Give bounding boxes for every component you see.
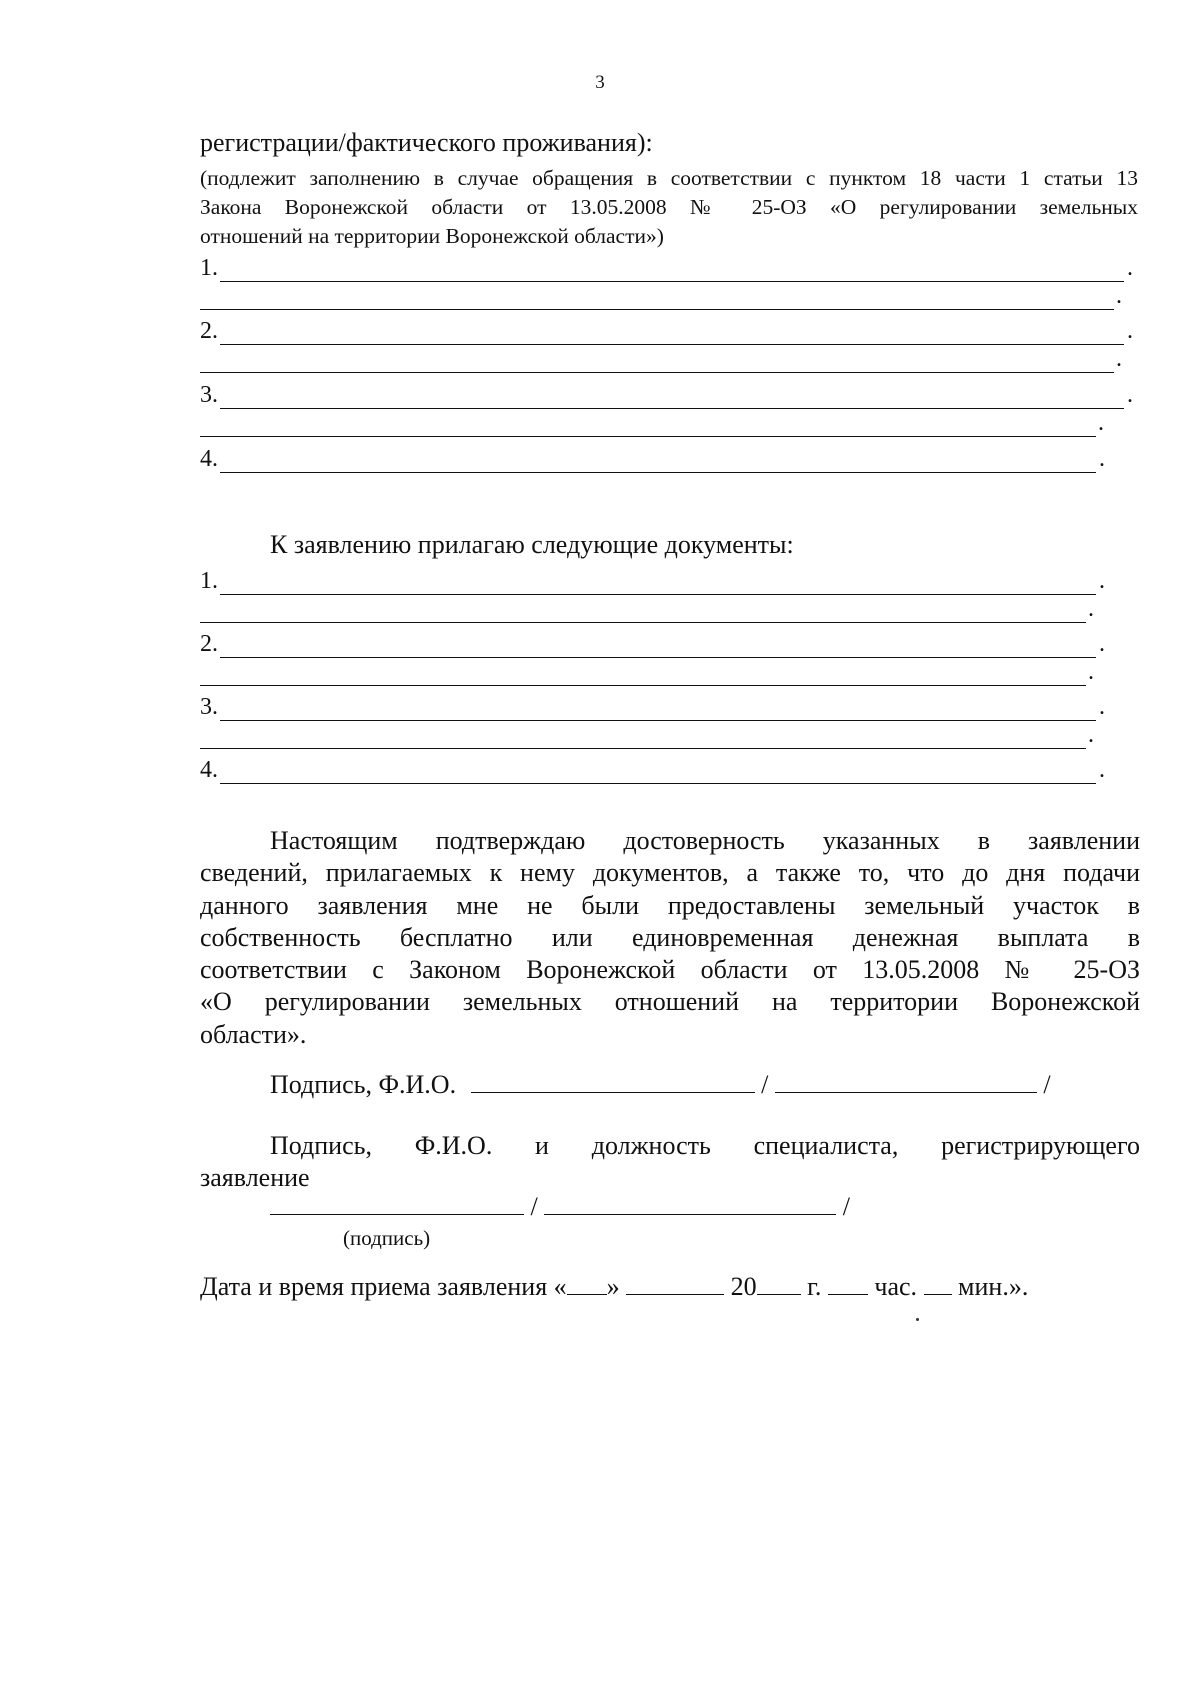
fill-line[interactable] [220, 386, 1124, 409]
fill-line[interactable] [220, 698, 1096, 721]
hours-label: час. [874, 1272, 918, 1301]
person-field-1[interactable] [200, 252, 1133, 282]
field-end: . [1116, 283, 1122, 309]
separator-slash: / [530, 1192, 538, 1221]
declaration-line: области». [200, 1019, 307, 1049]
declaration-line: данного заявления мне не были предоставлены земельный участок в [200, 890, 1140, 920]
note-line-1: (подлежит заполнению в случае обращения в соответствии с пунктом 18 части 1 статьи 13 [200, 166, 1138, 190]
declaration-line: «О регулировании земельных отношений на территории Воронежской [200, 987, 1140, 1017]
year-field[interactable] [757, 1272, 801, 1295]
field-end: . [1088, 596, 1094, 622]
field-number: 1. [200, 255, 218, 281]
fill-line[interactable] [200, 418, 1096, 437]
note-line-2: Закона Воронежской области от 13.05.2008 № 25-ОЗ «О регулировании земельных [200, 195, 1138, 219]
specialist-label-line-1: Подпись, Ф.И.О. и должность специалиста, регистрирующего [270, 1131, 1140, 1160]
document-field-3[interactable] [200, 691, 1105, 721]
applicant-signature-line[interactable] [471, 1070, 755, 1093]
document-field-2-continuation[interactable] [200, 659, 1094, 686]
field-end: . [1127, 255, 1133, 281]
fill-line[interactable] [220, 322, 1124, 345]
field-number: 1. [200, 568, 218, 594]
person-field-2-continuation[interactable] [200, 346, 1122, 373]
declaration-paragraph [200, 825, 1140, 1051]
month-field[interactable] [626, 1272, 724, 1295]
document-field-3-continuation[interactable] [200, 722, 1094, 749]
field-end: . [1098, 410, 1104, 436]
specialist-signature-block [200, 1130, 1140, 1194]
document-field-2[interactable] [200, 628, 1105, 658]
declaration-line: Настоящим подтверждаю достоверность указанных в заявлении [270, 826, 1140, 855]
hours-field[interactable] [828, 1272, 868, 1295]
field-number: 3. [200, 694, 218, 720]
page-number: 3 [595, 72, 605, 93]
fill-line[interactable] [200, 604, 1086, 623]
field-end: . [1099, 631, 1105, 657]
person-field-4[interactable] [200, 443, 1105, 473]
fill-line[interactable] [220, 572, 1096, 595]
separator-slash: / [1043, 1070, 1051, 1099]
person-field-1-continuation[interactable] [200, 283, 1122, 310]
person-field-2[interactable] [200, 315, 1133, 345]
field-end: . [1099, 568, 1105, 594]
century-text: 20 [730, 1272, 757, 1301]
separator-slash: / [842, 1192, 850, 1221]
declaration-line: соответствии с Законом Воронежской области от 13.05.2008 № 25-ОЗ [200, 955, 1140, 985]
specialist-name-line[interactable] [544, 1192, 836, 1215]
scan-speck [916, 1318, 919, 1321]
field-end: . [1116, 346, 1122, 372]
day-field[interactable] [567, 1272, 607, 1295]
year-suffix: г. [807, 1272, 822, 1301]
fill-instruction-note [200, 164, 1138, 251]
field-number: 2. [200, 631, 218, 657]
field-number: 2. [200, 318, 218, 344]
receipt-datetime-row [200, 1272, 1028, 1302]
person-field-3[interactable] [200, 379, 1133, 409]
fill-line[interactable] [220, 259, 1124, 282]
specialist-signature-row [270, 1192, 850, 1222]
applicant-signature-label: Подпись, Ф.И.О. [270, 1070, 457, 1099]
specialist-label-line-2: заявление [200, 1163, 310, 1192]
fill-line[interactable] [220, 635, 1096, 658]
field-end: . [1099, 694, 1105, 720]
applicant-name-line[interactable] [775, 1070, 1037, 1093]
field-number: 4. [200, 446, 218, 472]
fill-line[interactable] [220, 450, 1096, 473]
applicant-signature-row [270, 1070, 1051, 1100]
fill-line[interactable] [200, 730, 1086, 749]
attached-documents-heading: К заявлению прилагаю следующие документы: [270, 530, 794, 559]
declaration-line: сведений, прилагаемых к нему документов, а также то, что до дня подачи [200, 858, 1140, 888]
datetime-label: Дата и время приема заявления [200, 1272, 548, 1301]
field-end: . [1099, 446, 1105, 472]
fill-line[interactable] [200, 354, 1114, 373]
field-end: . [1088, 722, 1094, 748]
field-number: 4. [200, 757, 218, 783]
open-quote: « [553, 1272, 567, 1301]
field-end: . [1127, 318, 1133, 344]
specialist-signature-line[interactable] [270, 1192, 524, 1215]
document-field-1-continuation[interactable] [200, 596, 1094, 623]
minutes-field[interactable] [924, 1272, 952, 1295]
separator-slash: / [761, 1070, 769, 1099]
declaration-line: собственность бесплатно или единовременная денежная выплата в [200, 922, 1140, 952]
fill-line[interactable] [220, 761, 1096, 784]
fill-line[interactable] [200, 667, 1086, 686]
section-heading: регистрации/фактического проживания): [200, 128, 653, 157]
document-field-1[interactable] [200, 565, 1105, 595]
field-end: . [1099, 757, 1105, 783]
close-quote: » [606, 1272, 620, 1301]
person-field-3-continuation[interactable] [200, 410, 1104, 437]
signature-caption: (подпись) [343, 1226, 431, 1250]
minutes-label: мин.». [958, 1272, 1029, 1301]
fill-line[interactable] [200, 291, 1114, 310]
field-number: 3. [200, 382, 218, 408]
document-field-4[interactable] [200, 754, 1105, 784]
field-end: . [1127, 382, 1133, 408]
note-line-3: отношений на территории Воронежской области») [200, 224, 664, 248]
field-end: . [1088, 659, 1094, 685]
